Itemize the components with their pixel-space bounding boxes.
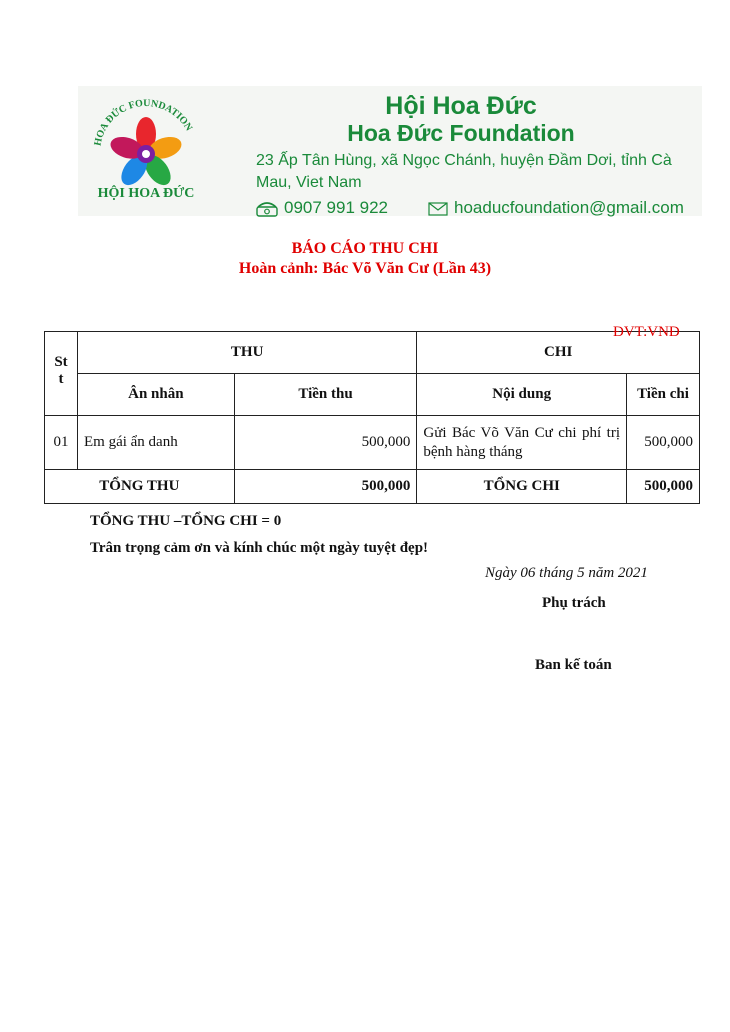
letterhead-brand [218, 92, 698, 220]
row-stt: 01 [45, 416, 78, 470]
total-expense-label: TỔNG CHI [417, 470, 627, 504]
chi-header: CHI [417, 332, 700, 374]
letterhead [78, 86, 702, 216]
logo-text-bottom: HỘI HOA ĐỨC [97, 186, 195, 201]
telephone-icon [256, 201, 278, 217]
report-title: BÁO CÁO THU CHI [291, 240, 439, 257]
stt-header: St t [45, 332, 78, 416]
report-subtitle: Hoàn cảnh: Bác Võ Văn Cư (Lần 43) [238, 260, 492, 277]
table-column-header [45, 374, 700, 416]
svg-text:HOA ĐỨC FOUNDATION: HOA ĐỨC FOUNDATION [92, 97, 195, 147]
income-expense-table [44, 331, 700, 504]
report-date: Ngày 06 tháng 5 năm 2021 [485, 565, 648, 581]
foundation-logo [86, 92, 206, 210]
organization-name: Hội Hoa Đức [385, 92, 537, 120]
col-content: Nội dung [417, 374, 627, 416]
phone-number: 0907 991 922 [284, 198, 388, 217]
contact-line [218, 196, 698, 220]
organization-name-en: Hoa Đức Foundation [347, 120, 575, 146]
row-expense: 500,000 [627, 416, 700, 470]
envelope-icon [428, 202, 448, 216]
row-content: Gửi Bác Võ Văn Cư chi phí trị bệnh hàng tháng [417, 416, 627, 470]
col-income: Tiền thu [234, 374, 417, 416]
email-address: hoaducfoundation@gmail.com [454, 198, 684, 217]
col-expense: Tiền chi [627, 374, 700, 416]
col-donor: Ân nhân [77, 374, 234, 416]
table-row [45, 416, 700, 470]
thanks-line: Trân trọng cảm ơn và kính chúc một ngày tuyệt đẹp! [90, 540, 429, 556]
row-donor: Em gái ẩn danh [77, 416, 234, 470]
responsible-label: Phụ trách [542, 595, 606, 611]
balance-line: TỔNG THU –TỔNG CHI = 0 [90, 513, 282, 529]
total-income-label: TỔNG THU [45, 470, 235, 504]
organization-address: 23 Ấp Tân Hùng, xã Ngọc Chánh, huyện Đầm Dơi, tỉnh Cà Mau, Viet Nam [256, 152, 672, 191]
accounting-label: Ban kế toán [535, 657, 612, 673]
unit-label: ĐVT:VNĐ [613, 324, 680, 340]
thu-header: THU [77, 332, 416, 374]
total-expense: 500,000 [627, 470, 700, 504]
total-income: 500,000 [234, 470, 417, 504]
email [428, 196, 684, 220]
row-income: 500,000 [234, 416, 417, 470]
table-group-header [45, 332, 700, 374]
table-total-row [45, 470, 700, 504]
phone [256, 196, 388, 220]
